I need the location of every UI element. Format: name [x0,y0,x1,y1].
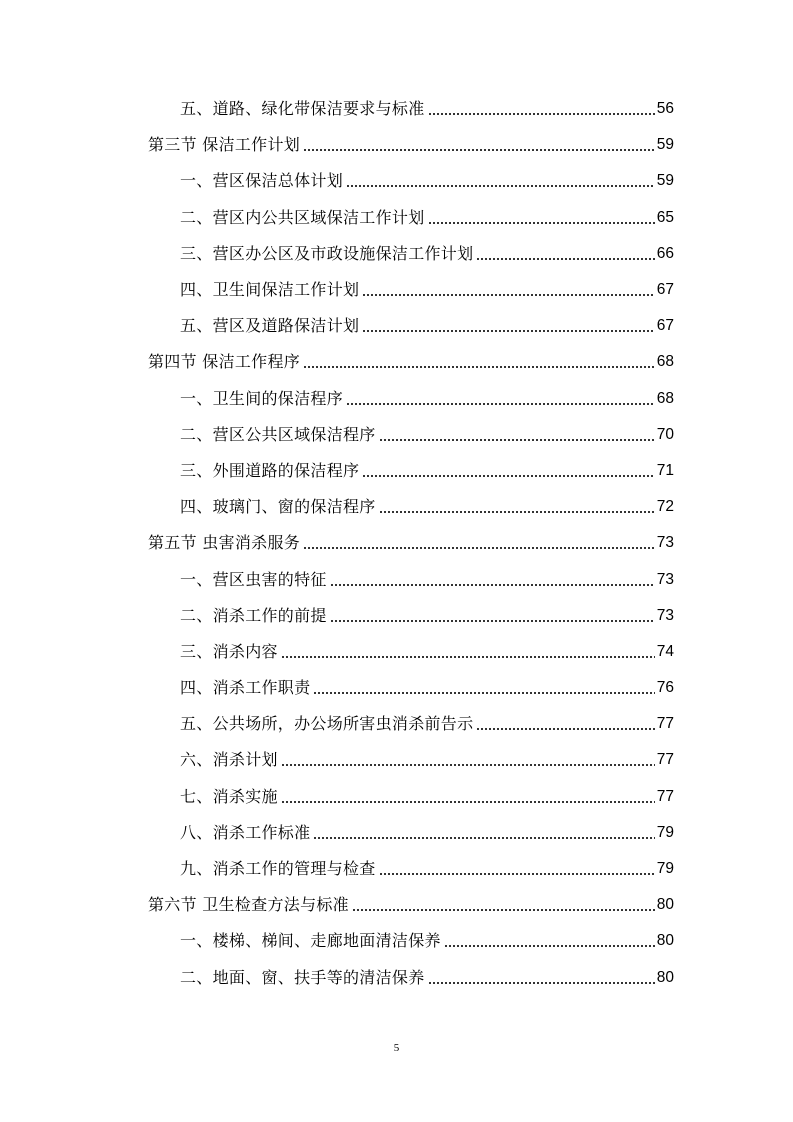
toc-section-entry[interactable] [0,525,793,561]
table-of-contents [0,91,793,996]
toc-section-entry[interactable] [0,127,793,163]
toc-entry[interactable] [0,598,793,634]
dot-leader [428,968,655,988]
toc-entry[interactable] [0,308,793,344]
toc-entry[interactable] [0,815,793,851]
toc-entry-title: 八、消杀工作标准 [180,822,311,842]
dot-leader [444,931,655,951]
toc-section-entry[interactable] [0,344,793,380]
toc-entry-page: 73 [656,570,674,588]
dot-leader [313,823,654,843]
dot-leader [362,280,654,300]
dot-leader [281,750,655,770]
toc-entry[interactable] [0,706,793,742]
dot-leader [346,171,655,191]
toc-entry[interactable] [0,200,793,236]
dot-leader [346,389,655,409]
dot-leader [379,859,655,879]
dot-leader [362,316,654,336]
toc-entry-title: 三、外围道路的保洁程序 [180,460,360,480]
toc-entry-page: 71 [656,461,674,479]
toc-entry-page: 67 [656,317,674,335]
toc-entry-title: 三、营区办公区及市政设施保洁工作计划 [180,243,474,263]
toc-entry-title: 一、卫生间的保洁程序 [180,388,344,408]
toc-entry[interactable] [0,960,793,996]
dot-leader [330,606,655,626]
toc-entry-title: 一、营区保洁总体计划 [180,171,344,191]
toc-entry-page: 65 [656,208,674,226]
toc-entry-page: 80 [656,896,674,914]
toc-entry-page: 79 [656,860,674,878]
toc-entry-title: 一、营区虫害的特征 [180,569,327,589]
toc-entry-page: 73 [656,606,674,624]
toc-entry-title: 一、楼梯、梯间、走廊地面清洁保养 [180,931,441,951]
toc-entry-title: 四、卫生间保洁工作计划 [180,280,360,300]
toc-entry-page: 77 [656,787,674,805]
toc-entry-title: 五、营区及道路保洁计划 [180,316,360,336]
toc-entry[interactable] [0,561,793,597]
toc-entry-page: 66 [656,244,674,262]
dot-leader [379,497,655,517]
toc-entry-page: 77 [656,751,674,769]
toc-entry-title: 第五节 虫害消杀服务 [148,533,301,553]
toc-entry-title: 四、玻璃门、窗的保洁程序 [180,497,376,517]
toc-entry-page: 79 [656,823,674,841]
page-number: 5 [393,1042,400,1054]
toc-entry-title: 二、营区内公共区域保洁工作计划 [180,207,425,227]
dot-leader [476,714,654,734]
toc-entry-page: 67 [656,281,674,299]
toc-entry-title: 六、消杀计划 [180,750,278,770]
toc-entry-title: 九、消杀工作的管理与检查 [180,859,376,879]
dot-leader [330,570,655,590]
toc-entry[interactable] [0,489,793,525]
toc-entry[interactable] [0,417,793,453]
toc-entry-title: 二、地面、窗、扶手等的清洁保养 [180,967,425,987]
dot-leader [313,678,654,698]
toc-section-entry[interactable] [0,887,793,923]
toc-entry[interactable] [0,91,793,127]
dot-leader [352,895,655,915]
dot-leader [281,642,655,662]
toc-entry[interactable] [0,381,793,417]
toc-entry-page: 56 [656,100,674,118]
toc-entry[interactable] [0,453,793,489]
toc-entry-page: 76 [656,679,674,697]
dot-leader [476,244,654,264]
dot-leader [428,99,655,119]
toc-entry-title: 第四节 保洁工作程序 [148,352,301,372]
toc-entry-page: 80 [656,968,674,986]
toc-entry-title: 五、公共场所，办公场所害虫消杀前告示 [180,714,474,734]
toc-entry[interactable] [0,779,793,815]
toc-entry[interactable] [0,670,793,706]
dot-leader [303,533,655,553]
toc-entry[interactable] [0,272,793,308]
toc-entry[interactable] [0,163,793,199]
dot-leader [379,425,655,445]
toc-entry-page: 68 [656,389,674,407]
toc-entry[interactable] [0,634,793,670]
toc-entry[interactable] [0,851,793,887]
toc-entry-page: 72 [656,498,674,516]
toc-entry-title: 第三节 保洁工作计划 [148,135,301,155]
dot-leader [303,135,655,155]
toc-entry-page: 73 [656,534,674,552]
toc-entry-page: 80 [656,932,674,950]
toc-entry-title: 二、消杀工作的前提 [180,605,327,625]
toc-entry[interactable] [0,923,793,959]
toc-entry[interactable] [0,236,793,272]
toc-entry-title: 三、消杀内容 [180,641,278,661]
toc-entry[interactable] [0,742,793,778]
toc-entry-page: 59 [656,136,674,154]
toc-entry-title: 第六节 卫生检查方法与标准 [148,895,349,915]
dot-leader [428,208,655,228]
toc-entry-page: 70 [656,425,674,443]
dot-leader [303,352,655,372]
toc-entry-title: 二、营区公共区域保洁程序 [180,424,376,444]
toc-entry-page: 77 [656,715,674,733]
dot-leader [362,461,654,481]
toc-entry-page: 74 [656,642,674,660]
toc-entry-page: 59 [656,172,674,190]
toc-entry-page: 68 [656,353,674,371]
dot-leader [281,787,655,807]
toc-entry-title: 五、道路、绿化带保洁要求与标准 [180,99,425,119]
toc-entry-title: 四、消杀工作职责 [180,678,311,698]
toc-entry-title: 七、消杀实施 [180,786,278,806]
